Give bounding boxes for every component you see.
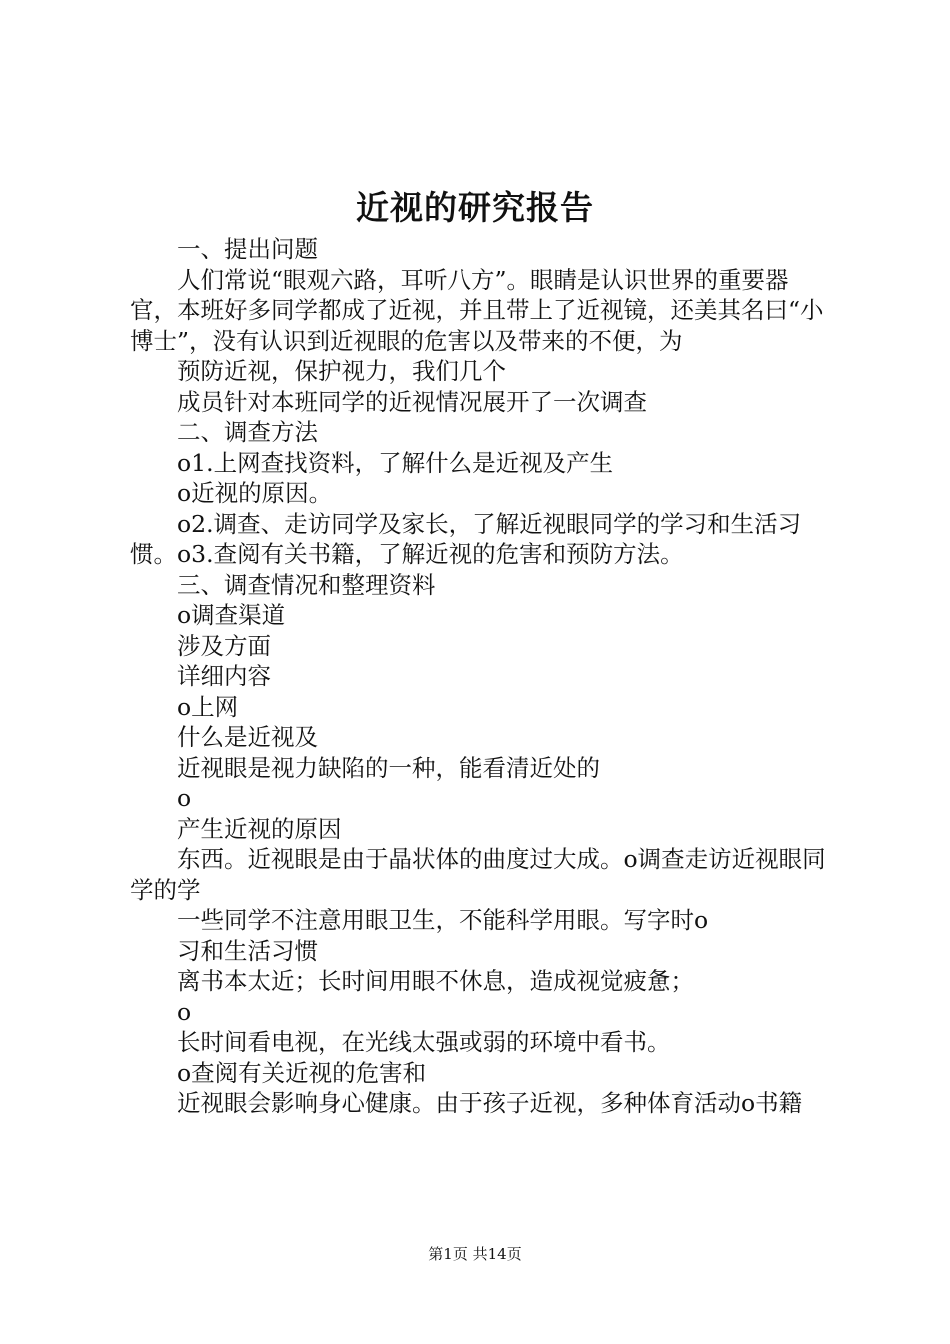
list-item: o2.调查、走访同学及家长，了解近视眼同学的学习和生活习惯。o3.查阅有关书籍，了解近视的危害和预防方法。	[130, 509, 802, 568]
list-item: o	[177, 997, 192, 1026]
paragraph: 离书本太近；长时间用眼不休息，造成视觉疲惫；	[177, 967, 694, 995]
document-body	[130, 234, 835, 1119]
paragraph: 长时间看电视，在光线太强或弱的环境中看书。	[177, 1028, 671, 1056]
paragraph: 近视眼会影响身心健康。由于孩子近视，多种体育活动o书籍	[177, 1089, 803, 1117]
paragraph: 预防近视，保护视力，我们几个	[177, 357, 506, 385]
paragraph: 一些同学不注意用眼卫生，不能科学用眼。写字时o	[177, 906, 709, 934]
paragraph: 近视眼是视力缺陷的一种，能看清近处的	[177, 753, 600, 782]
paragraph: 详细内容	[177, 662, 271, 690]
paragraph: 成员针对本班同学的近视情况展开了一次调查	[177, 387, 647, 416]
heading-survey-method: 二、调查方法	[177, 418, 318, 446]
paragraph: 东西。近视眼是由于晶状体的曲度过大成。o调查走访近视眼同学的学	[130, 845, 826, 904]
paragraph: 人们常说“眼观六路，耳听八方”。眼睛是认识世界的重要器官，本班好多同学都成了近视，并且带上了近视镜，还美其名曰“小博士”，没有认识到近视眼的危害以及带来的不便，为	[130, 265, 824, 355]
paragraph: 习和生活习惯	[177, 936, 318, 965]
paragraph: 涉及方面	[177, 631, 271, 660]
list-item: o查阅有关近视的危害和	[177, 1058, 427, 1087]
list-item: o近视的原因。	[177, 479, 333, 507]
document-title: 近视的研究报告	[356, 188, 594, 227]
paragraph: 什么是近视及	[177, 723, 318, 751]
list-item: o1.上网查找资料，了解什么是近视及产生	[177, 448, 614, 477]
list-item: o	[177, 784, 192, 812]
list-item: o上网	[177, 692, 239, 721]
heading-raise-question: 一、提出问题	[177, 235, 318, 263]
page-footer: 第1页 共14页	[428, 1245, 522, 1263]
paragraph: 产生近视的原因	[177, 814, 342, 843]
heading-survey-results: 三、调查情况和整理资料	[177, 570, 436, 599]
list-item: o调查渠道	[177, 601, 286, 629]
